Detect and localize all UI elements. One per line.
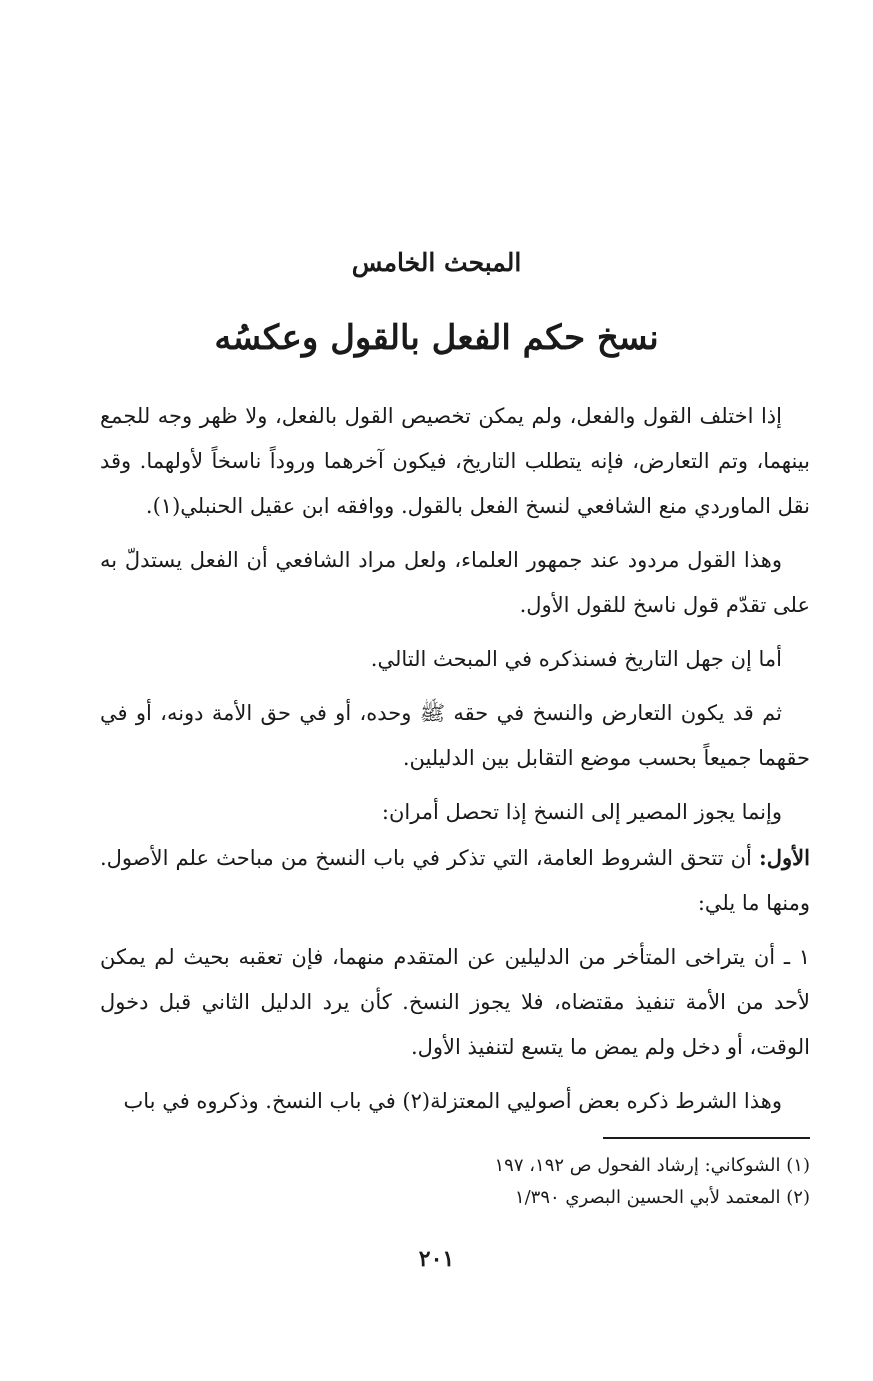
- numbered-item: ١ ـ أن يتراخى المتأخر من الدليلين عن المتقدم منهما، فإن تعقبه بحيث لم يمكن لأحد من الأمة تنفيذ مقتضاه، فلا يجوز النسخ. كأن يرد الدليل الثاني قبل دخول الوقت، أو دخل ولم يمض ما يتسع لتنفيذ الأول.: [100, 945, 810, 1059]
- body-text: [100, 394, 810, 1133]
- first-condition-paragraph: [100, 835, 810, 926]
- footnote: (٢) المعتمد لأبي الحسين البصري ١/٣٩٠: [514, 1187, 810, 1208]
- chapter-title: نسخ حكم الفعل بالقول وعكسُه: [214, 318, 659, 358]
- footnote-divider: [603, 1137, 810, 1139]
- paragraph: إذا اختلف القول والفعل، ولم يمكن تخصيص القول بالفعل، ولا ظهر وجه للجمع بينهما، وتم التعارض، فإنه يتطلب التاريخ، فيكون آخرهما وروداً ناسخاً لأولهما. وقد نقل الماوردي منع الشافعي لنسخ الفعل بالقول. ووافقه ابن عقيل الحنبلي(١).: [100, 404, 810, 518]
- paragraph: وهذا الشرط ذكره بعض أصوليي المعتزلة(٢) في باب النسخ. وذكروه في باب: [123, 1089, 782, 1113]
- first-condition-lead: الأول:: [759, 845, 810, 870]
- footnote: (١) الشوكاني: إرشاد الفحول ص ١٩٢، ١٩٧: [494, 1155, 810, 1176]
- paragraph: وإنما يجوز المصير إلى النسخ إذا تحصل أمران:: [381, 800, 782, 824]
- footnotes: [100, 1150, 810, 1214]
- paragraph: ثم قد يكون التعارض والنسخ في حقه ﷺ وحده، أو في حق الأمة دونه، أو في حقهما جميعاً بحسب موضع التقابل بين الدليلين.: [100, 701, 810, 770]
- section-title: المبحث الخامس: [351, 248, 522, 277]
- page-number: ٢٠١: [418, 1246, 455, 1272]
- first-condition-text: أن تتحق الشروط العامة، التي تذكر في باب النسخ من مباحث علم الأصول. ومنها ما يلي:: [100, 846, 810, 915]
- paragraph: أما إن جهل التاريخ فسنذكره في المبحث التالي.: [370, 647, 782, 671]
- paragraph: وهذا القول مردود عند جمهور العلماء، ولعل مراد الشافعي أن الفعل يستدلّ به على تقدّم قول ناسخ للقول الأول.: [100, 548, 810, 617]
